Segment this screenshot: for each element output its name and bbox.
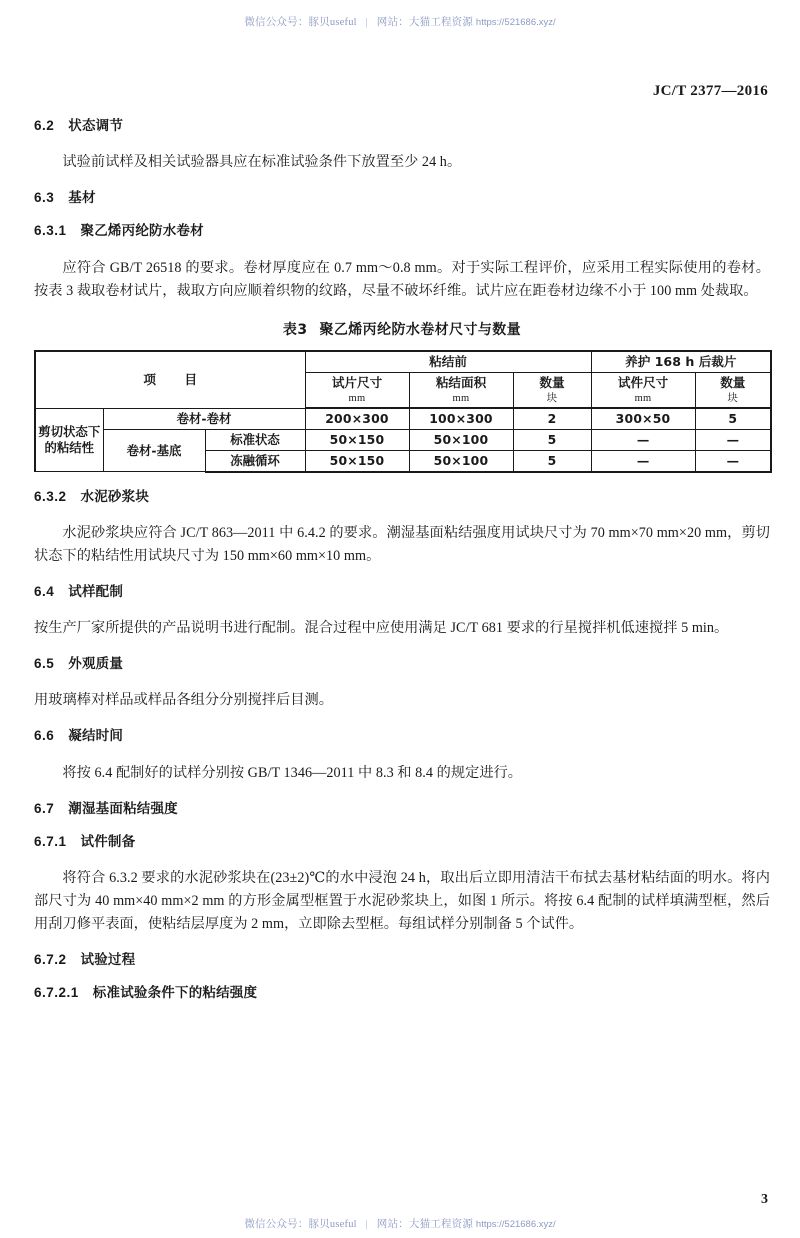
table-3	[34, 350, 772, 473]
heading-6-6	[34, 728, 770, 744]
heading-6-7-1	[34, 834, 770, 850]
cell-qty-after-1: —	[695, 430, 771, 451]
heading-6-3-2-title: 水泥砂浆块	[80, 488, 150, 505]
cell-sub2-1: 标准状态	[205, 430, 305, 451]
header-specimen-size: 试片尺寸 mm	[305, 372, 409, 408]
cell-qty-after-0: 5	[695, 408, 771, 429]
heading-6-7-2	[34, 952, 770, 968]
cell-sub1-1: 卷材-基底	[103, 430, 205, 472]
header-qty-before-unit: 块	[546, 392, 558, 404]
heading-6-4	[34, 584, 770, 600]
heading-6-4-title: 试样配制	[68, 584, 124, 601]
heading-6-5-number: 6.5	[34, 656, 55, 672]
watermark-top	[0, 14, 800, 29]
watermark-separator: |	[365, 17, 368, 28]
watermark-wechat: 微信公众号：豚贝useful	[244, 1219, 357, 1230]
heading-6-7-1-number: 6.7.1	[34, 833, 67, 849]
header-piece-size-unit: mm	[634, 392, 652, 404]
header-bond-area-unit: mm	[452, 392, 470, 404]
paragraph-6-3-1: 应符合 GB/T 26518 的要求。卷材厚度应在 0.7 mm～0.8 mm。对于实际工程评价，应采用工程实际使用的卷材。按表 3 裁取卷材试片，裁取方向应顺着织物的纹路，尽量不破坏纤维。试片应在距卷材边缘不小于 100 mm 处裁取。	[34, 259, 770, 299]
heading-6-2-number: 6.2	[34, 118, 55, 133]
paragraph-6-2: 试验前试样及相关试验器具应在标准试验条件下放置至少 24 h。	[62, 154, 462, 171]
table-3-caption-label: 表3	[282, 321, 308, 338]
watermark-separator: |	[365, 1219, 368, 1230]
heading-6-7-1-title: 试件制备	[80, 833, 136, 850]
cell-specimen-size-1: 50×150	[305, 430, 409, 451]
header-item: 项 目	[35, 351, 305, 409]
heading-6-7-number: 6.7	[34, 800, 55, 816]
paragraph-6-6: 将按 6.4 配制好的试样分别按 GB/T 1346—2011 中 8.3 和 8.4 的规定进行。	[62, 764, 523, 781]
header-specimen-size-unit: mm	[348, 392, 366, 404]
table-row	[35, 408, 771, 429]
paragraph-6-5: 用玻璃棒对样品或样品各组分分别搅拌后目测。	[34, 692, 333, 709]
cell-sub2-2: 冻融循环	[205, 450, 305, 471]
table-3-body	[35, 408, 771, 472]
paragraph-6-3-2: 水泥砂浆块应符合 JC/T 863—2011 中 6.4.2 的要求。潮湿基面粘结强度用试块尺寸为 70 mm×70 mm×20 mm，剪切状态下的粘结性用试块尺寸为 150 mm×60 mm×10 mm。	[34, 525, 770, 565]
header-qty-before: 数量 块	[513, 372, 591, 408]
heading-6-3-1-title: 聚乙烯丙纶防水卷材	[80, 223, 204, 240]
heading-6-7-title: 潮湿基面粘结强度	[68, 800, 178, 817]
document-body	[34, 118, 770, 1001]
heading-6-3-title: 基材	[68, 190, 96, 207]
cell-sub1-0: 卷材-卷材	[103, 408, 305, 429]
row-group-label: 剪切状态下的粘结性	[35, 408, 103, 472]
heading-6-7-2-title: 试验过程	[80, 951, 136, 968]
heading-6-3-2-number: 6.3.2	[34, 488, 67, 504]
watermark-url: https://521686.xyz/	[475, 17, 556, 28]
table-3-head	[35, 351, 771, 409]
heading-6-3	[34, 190, 770, 206]
cell-bond-area-0: 100×300	[409, 408, 513, 429]
watermark-url: https://521686.xyz/	[475, 1219, 556, 1230]
heading-6-3-1	[34, 223, 770, 239]
header-qty-after-unit: 块	[727, 392, 739, 404]
paragraph-6-4: 按生产厂家所提供的产品说明书进行配制。混合过程中应使用满足 JC/T 681 要求的行星搅拌机低速搅拌 5 min。	[34, 620, 729, 637]
cell-qty-before-2: 5	[513, 450, 591, 471]
table-3-caption-title: 聚乙烯丙纶防水卷材尺寸与数量	[319, 321, 522, 338]
header-bond-area: 粘结面积 mm	[409, 372, 513, 408]
standard-number-header: JC/T 2377—2016	[652, 83, 768, 99]
table-row	[35, 430, 771, 451]
cell-bond-area-1: 50×100	[409, 430, 513, 451]
heading-6-7-2-1-title: 标准试验条件下的粘结强度	[92, 985, 258, 1002]
table-header-row-group	[35, 351, 771, 373]
watermark-wechat: 微信公众号：豚贝useful	[244, 17, 357, 28]
watermark-site: 网站：大猫工程资源	[376, 17, 474, 28]
cell-piece-size-2: —	[591, 450, 695, 471]
heading-6-3-1-number: 6.3.1	[34, 223, 67, 239]
heading-6-6-title: 凝结时间	[68, 728, 124, 745]
cell-qty-before-1: 5	[513, 430, 591, 451]
heading-6-7	[34, 801, 770, 817]
header-qty-after: 数量 块	[695, 372, 771, 408]
table-3-caption	[34, 319, 770, 339]
heading-6-6-number: 6.6	[34, 728, 55, 744]
cell-piece-size-0: 300×50	[591, 408, 695, 429]
watermark-bottom	[0, 1216, 800, 1231]
cell-piece-size-1: —	[591, 430, 695, 451]
header-group-before: 粘结前	[305, 351, 591, 373]
heading-6-7-2-number: 6.7.2	[34, 951, 67, 967]
cell-qty-before-0: 2	[513, 408, 591, 429]
heading-6-5	[34, 656, 770, 672]
watermark-site: 网站：大猫工程资源	[376, 1219, 474, 1230]
cell-specimen-size-0: 200×300	[305, 408, 409, 429]
cell-qty-after-2: —	[695, 450, 771, 471]
heading-6-3-number: 6.3	[34, 190, 55, 206]
heading-6-4-number: 6.4	[34, 584, 55, 600]
header-piece-size: 试件尺寸 mm	[591, 372, 695, 408]
heading-6-3-2	[34, 489, 770, 505]
heading-6-7-2-1	[34, 985, 770, 1001]
heading-6-2	[34, 118, 770, 134]
cell-bond-area-2: 50×100	[409, 450, 513, 471]
heading-6-7-2-1-number: 6.7.2.1	[34, 985, 79, 1001]
paragraph-6-7-1: 将符合 6.3.2 要求的水泥砂浆块在(23±2)℃的水中浸泡 24 h，取出后立即用清洁干布拭去基材粘结面的明水。将内部尺寸为 40 mm×40 mm×2 mm 的方形金属型框置于水泥砂浆块上，如图 1 所示。将按 6.4 配制的试样填满型框，然后用刮刀修平表面，使粘结层厚度为 2 mm，立即除去型框。每组试样分别制备 5 个试件。	[34, 869, 770, 932]
heading-6-5-title: 外观质量	[68, 656, 124, 673]
header-group-after: 养护 168 h 后裁片	[591, 351, 771, 373]
heading-6-2-title: 状态调节	[68, 118, 124, 134]
page-number: 3	[761, 1192, 768, 1207]
cell-specimen-size-2: 50×150	[305, 450, 409, 471]
